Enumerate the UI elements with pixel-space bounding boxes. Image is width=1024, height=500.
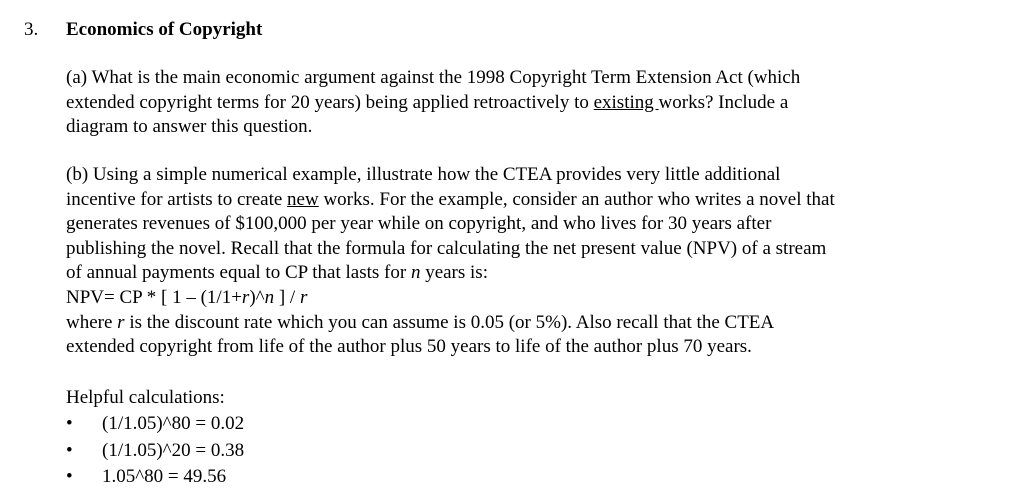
bullet-icon: • bbox=[66, 413, 73, 434]
part-b-line-7-text: where bbox=[66, 311, 118, 333]
variable-n: n bbox=[410, 262, 421, 284]
part-b-line-5-text: of annual payments equal to CP that lasts for bbox=[66, 262, 411, 284]
variable-r: r bbox=[117, 311, 125, 333]
part-b-line-3: generates revenues of $100,000 per year while on copyright, and who lives for 30 years after bbox=[66, 213, 772, 235]
part-b-line-7-tail: is the discount rate which you can assume is 0.05 (or 5%). Also recall that the CTEA bbox=[124, 311, 775, 333]
question-title: Economics of Copyright bbox=[66, 19, 263, 40]
part-a-paragraph bbox=[66, 66, 966, 140]
list-item bbox=[66, 438, 244, 465]
question-number: 3. bbox=[24, 19, 39, 40]
bullet-icon: • bbox=[66, 439, 73, 461]
part-a-line-3: diagram to answer this question. bbox=[66, 116, 313, 138]
part-a-line-2-tail: works? Include a bbox=[658, 91, 789, 113]
part-b-line-1: (b) Using a simple numerical example, illustrate how the CTEA provides very little additional bbox=[66, 164, 781, 185]
part-b-line-2-tail: works. For the example, consider an author who writes a novel that bbox=[318, 188, 835, 210]
part-b-line-4: publishing the novel. Recall that the formula for calculating the net present value (NPV) of a stream bbox=[66, 237, 827, 259]
helpful-calculations-list bbox=[66, 411, 244, 491]
helpful-calculations-heading: Helpful calculations: bbox=[66, 387, 225, 408]
existing-underlined-word: existing bbox=[593, 91, 659, 113]
formula-part-2: )^ bbox=[249, 286, 265, 308]
part-a-line-1: (a) What is the main economic argument against the 1998 Copyright Term Extension Act (which bbox=[66, 67, 801, 88]
part-a-line-2-text: extended copyright terms for 20 years) being applied retroactively to bbox=[66, 91, 594, 113]
calc-item-text: (1/1.05)^20 = 0.38 bbox=[102, 439, 245, 461]
npv-formula bbox=[66, 286, 966, 311]
bullet-icon: • bbox=[66, 466, 73, 487]
formula-var-r: r bbox=[241, 286, 250, 308]
calc-item-text: 1.05^80 = 49.56 bbox=[102, 466, 227, 487]
part-b-line-5 bbox=[66, 261, 966, 286]
part-b-line-7 bbox=[66, 311, 966, 336]
formula-part-1: NPV= CP * [ 1 – (1/1+ bbox=[66, 286, 242, 308]
part-b-paragraph bbox=[66, 163, 966, 360]
part-b-line-8: extended copyright from life of the author plus 50 years to life of the author plus 70 years. bbox=[66, 336, 752, 358]
new-underlined-word: new bbox=[287, 188, 319, 210]
formula-var-n: n bbox=[264, 286, 275, 308]
part-b-line-2 bbox=[66, 188, 966, 213]
list-item bbox=[66, 464, 244, 491]
part-a-line-2 bbox=[66, 91, 966, 116]
formula-var-r-denominator: r bbox=[299, 286, 308, 308]
part-b-line-2-text: incentive for artists to create bbox=[66, 188, 288, 210]
part-b-line-5-tail: years is: bbox=[420, 262, 488, 284]
calc-item-text: (1/1.05)^80 = 0.02 bbox=[102, 413, 245, 434]
formula-part-3: ] / bbox=[274, 286, 300, 308]
list-item bbox=[66, 411, 244, 438]
